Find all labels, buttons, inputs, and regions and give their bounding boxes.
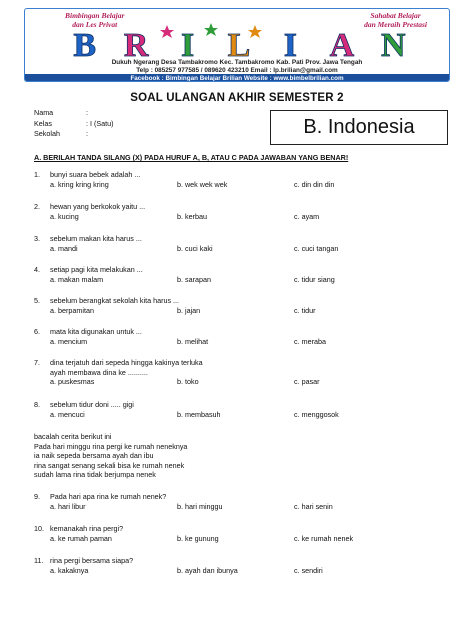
answer-options [34,244,444,254]
question-text: Pada hari apa rina ke rumah nenek? [50,492,167,501]
question-number: 8. [34,400,40,409]
passage-line: sudah lama rina tidak berjumpa nenek [34,470,156,480]
question-line [34,265,444,275]
question-text: ayah membawa dina ke .......... [50,367,148,377]
question-line [34,524,444,534]
option-a[interactable]: a. mandi [50,243,78,253]
logo-letter: R [123,27,149,59]
passage-line: ia naik sepeda bersama ayah dan ibu [34,451,154,461]
answer-options [34,502,444,512]
question-text: sebelum berangkat sekolah kita harus ... [50,296,180,305]
info-row-class [34,119,114,130]
question-line [34,492,444,502]
logo-letter: A [329,27,355,59]
option-b[interactable]: b. kerbau [177,211,207,221]
question-7 [34,358,444,387]
answer-options [34,377,444,387]
question-5 [34,296,444,315]
question-number: 10. [34,524,44,533]
option-c[interactable]: c. tidur [294,305,316,315]
option-c[interactable]: c. pasar [294,377,320,387]
info-label: Sekolah [34,129,60,138]
address-line: Dukuh Ngerang Desa Tambakromo Kec. Tambakromo Kab. Pati Prov. Jawa Tengah [111,59,363,66]
option-a[interactable]: a. ke rumah paman [50,533,112,543]
answer-options [34,566,444,576]
contact-line: Telp : 085257 977585 / 089620 423210 Email : lp.brilian@gmail.com [136,66,338,74]
answer-options [34,534,444,544]
question-text: setiap pagi kita melakukan ... [50,265,143,274]
question-number: 5. [34,296,40,305]
question-8 [34,400,444,419]
answer-options [34,337,444,347]
option-a[interactable]: a. makan malam [50,274,104,284]
info-value: : I (Satu) [86,118,114,128]
option-c[interactable]: c. ke rumah nenek [294,533,354,543]
question-number [34,368,50,378]
question-line [34,170,444,180]
reading-passage [34,432,187,480]
logo-letter: B [73,27,97,59]
star-icon [204,23,218,36]
option-a[interactable]: a. mencuci [50,409,85,419]
question-line [34,234,444,244]
answer-options [34,275,444,285]
logo-letter: N [381,27,406,59]
question-line [34,327,444,337]
option-c[interactable]: c. sendiri [294,565,323,575]
question-text: rina pergi bersama siapa? [50,556,134,565]
logo-letter: I [283,27,298,59]
info-row-name [34,108,114,119]
option-a[interactable]: a. puskesmas [50,377,95,387]
section-heading: A. BERILAH TANDA SILANG (X) PADA HURUF A, B, ATAU C PADA JAWABAN YANG BENAR! [34,153,349,162]
brilian-logo [59,23,419,59]
question-number: 9. [34,492,40,501]
question-line [34,556,444,566]
option-c[interactable]: c. ayam [294,211,320,221]
question-text: hewan yang berkokok yaitu ... [50,202,146,211]
option-b[interactable]: b. membasuh [177,409,221,419]
question-text: mata kita digunakan untuk ... [50,327,142,336]
option-b[interactable]: b. jajan [177,305,201,315]
question-text: sebelum makan kita harus ... [50,234,142,243]
question-text: bunyi suara bebek adalah ... [50,170,141,179]
question-number: 7. [34,358,40,367]
option-b[interactable]: b. melihat [177,336,209,346]
tagline-line: dan Les Privat [72,20,118,29]
info-row-school [34,129,114,140]
question-number: 6. [34,327,40,336]
option-c[interactable]: c. din din din [294,179,335,189]
option-a[interactable]: a. kucing [50,211,79,221]
question-text: kemanakah rina pergi? [50,524,124,533]
question-11 [34,556,444,575]
tagline-line: Bimbingan Belajar [65,11,125,20]
question-2 [34,202,444,221]
tagline-line: Sahabat Belajar [370,11,421,20]
question-6 [34,327,444,346]
option-c[interactable]: c. cuci tangan [294,243,339,253]
option-b[interactable]: b. toko [177,377,199,387]
subject-box: B. Indonesia [270,110,448,145]
question-3 [34,234,444,253]
info-value: : [86,129,88,138]
logo-letter: I [180,27,195,59]
social-strip: Facebook : Bimbingan Belajar Brilian Website : www.bimbelbrilian.com [25,74,449,82]
question-9 [34,492,444,511]
passage-line: bacalah cerita berikut ini [34,432,112,441]
question-line [34,400,444,410]
info-value: : [86,108,88,117]
answer-options [34,306,444,316]
option-b[interactable]: b. ke gunung [177,533,219,543]
question-number: 11. [34,556,44,565]
option-c[interactable]: c. tidur siang [294,274,335,284]
option-a[interactable]: a. berpamitan [50,305,94,315]
question-line [34,296,444,306]
star-icon [160,25,174,38]
option-a[interactable]: a. mencium [50,336,88,346]
logo-letter: L [227,27,251,59]
question-line [34,358,444,368]
option-c[interactable]: c. hari senin [294,501,333,511]
question-number: 2. [34,202,40,211]
question-text: sebelum tidur doni ..... gigi [50,400,134,409]
option-b[interactable]: b. hari minggu [177,501,223,511]
option-a[interactable]: a. hari libur [50,501,86,511]
answer-options [34,180,444,190]
option-b[interactable]: b. wek wek wek [177,179,228,189]
passage-line: rina sangat senang sekali bisa ke rumah nenek [34,460,185,470]
question-number: 1. [34,170,40,179]
question-number: 3. [34,234,40,243]
question-text: dina terjatuh dari sepeda hingga kakinya terluka [50,358,203,367]
option-c[interactable]: c. menggosok [294,409,339,419]
option-a[interactable]: a. kakaknya [50,565,89,575]
tagline-line: dan Meraih Prestasi [364,20,427,29]
passage-line: Pada hari minggu rina pergi ke rumah neneknya [34,441,188,451]
question-line [34,202,444,212]
answer-options [34,212,444,222]
option-b[interactable]: b. cuci kaki [177,243,213,253]
question-10 [34,524,444,543]
option-a[interactable]: a. kring kring kring [50,179,109,189]
info-label: Kelas [34,118,52,128]
answer-options [34,410,444,420]
header-banner [24,8,450,82]
question-line [34,368,444,378]
option-b[interactable]: b. ayah dan ibunya [177,565,238,575]
question-4 [34,265,444,284]
option-c[interactable]: c. meraba [294,336,326,346]
page-title: SOAL ULANGAN AKHIR SEMESTER 2 [130,92,344,104]
info-label: Nama [34,108,54,117]
option-b[interactable]: b. sarapan [177,274,211,284]
student-info [34,108,114,140]
question-1 [34,170,444,189]
question-number: 4. [34,265,40,274]
